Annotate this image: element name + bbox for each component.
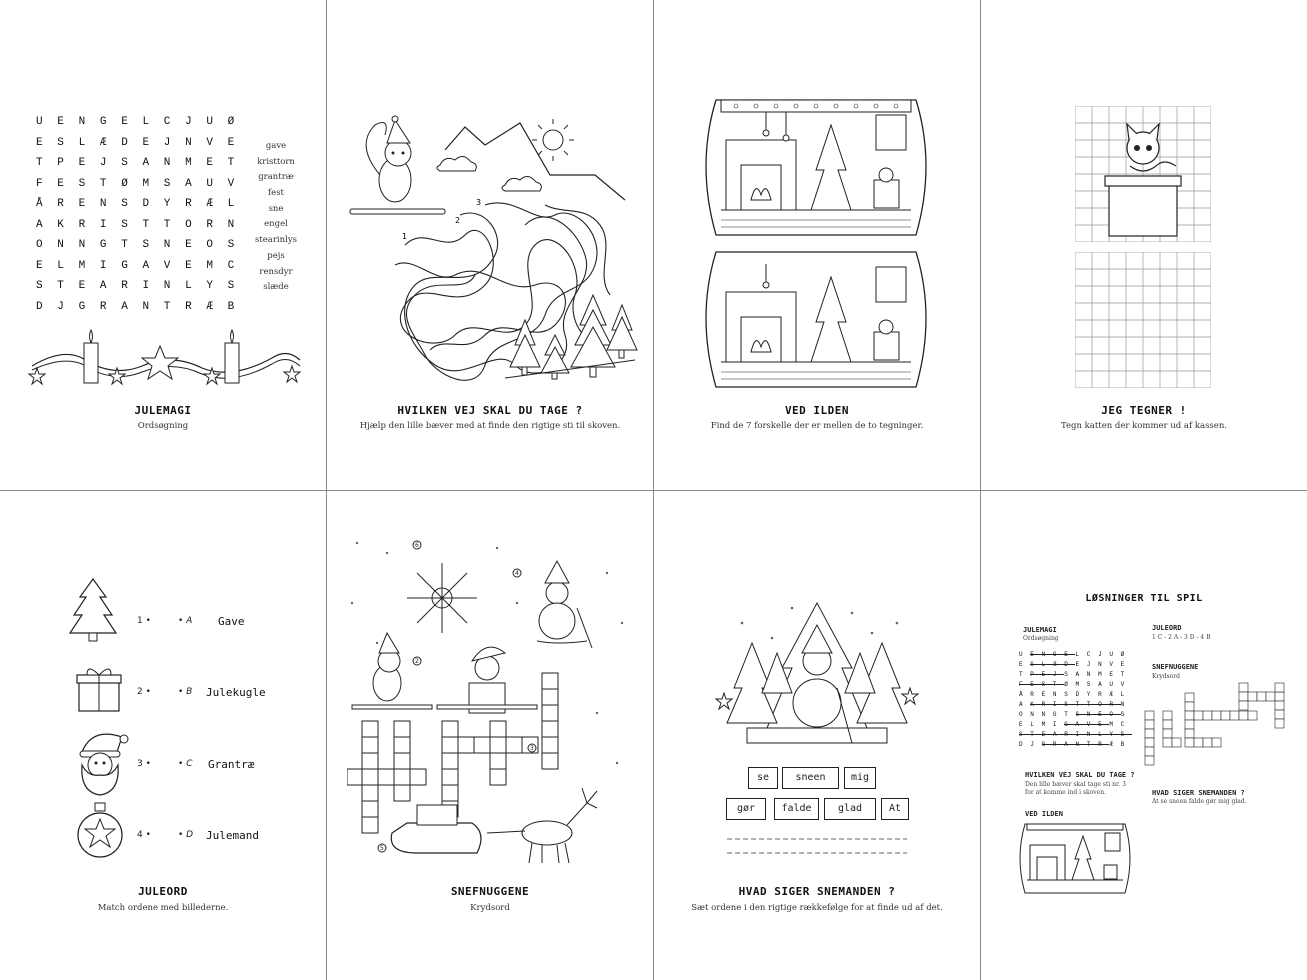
snowman-scene [712,593,922,763]
solution-wordsearch-cell: M [1109,720,1113,728]
answer-lines[interactable] [727,831,907,861]
crossword-clue-number: 3 [530,745,534,752]
panel-subtitle: Find de 7 forskelle der er mellen de to tegninger. [710,421,924,431]
wordsearch-cell[interactable]: L [142,116,150,128]
panel-snemanden [654,491,980,980]
wordsearch-cell[interactable]: I [99,218,107,231]
wordsearch-cell[interactable]: I [142,280,150,292]
wordsearch-cell[interactable]: V [206,136,213,149]
match-number[interactable]: 4 • [137,830,151,840]
wordsearch-cell[interactable]: V [163,259,171,272]
wordsearch-cell[interactable]: J [163,136,171,149]
solution-snemand-title: HVAD SIGER SNEMANDEN ? [1152,789,1245,797]
wordsearch-cell[interactable]: T [142,218,150,231]
wordsearch-cell[interactable]: F [36,177,43,190]
cat-drawing-grid-empty[interactable] [1075,252,1211,388]
wordsearch-word: sne [268,203,284,214]
tree-icon [68,575,118,645]
wordsearch-cell[interactable]: G [121,259,128,272]
wordsearch-cell[interactable]: K [57,218,64,231]
panel-title: JULEORD [138,885,188,898]
solution-maze-answer-line2: for at komme ind i skoven. [1025,789,1106,796]
solution-wordsearch-cell: C [1086,650,1091,658]
wordsearch-cell[interactable]: B [227,300,235,313]
cat-drawing-grid-reference [1075,106,1211,242]
wordsearch-word: rensdyr [259,266,293,277]
word-tile[interactable]: falde [774,798,819,820]
solution-wordsearch-cell: A [1098,680,1102,688]
wordsearch-cell[interactable]: C [163,116,171,128]
solution-wordsearch-cell: G [1052,710,1057,718]
wordsearch-cell[interactable]: L [78,136,86,149]
solution-wordsearch-grid [1019,649,1132,749]
solution-wordsearch-cell: E [1075,660,1080,668]
solution-wordsearch-cell: N [1030,710,1034,718]
wordsearch-cell[interactable]: L [227,198,235,210]
wordsearch-word: kristtorn [257,156,295,167]
solution-julemagi-title: JULEMAGI [1023,626,1057,634]
solution-julemagi-subtitle: Ordsøgning [1023,635,1059,642]
wordsearch-cell[interactable]: V [227,177,235,190]
solution-wordsearch-cell: E [1109,670,1113,678]
wordsearch-cell[interactable]: L [185,280,192,292]
solution-wordsearch-cell: I [1052,720,1057,728]
match-letter[interactable]: • D [178,830,194,840]
wordsearch-cell[interactable]: G [78,300,86,313]
solution-wordsearch-cell: V [1120,680,1125,688]
solution-wordsearch-cell: S [1120,710,1125,718]
crossword-illustration[interactable] [347,533,637,873]
solution-wordsearch-cell: M [1098,670,1102,678]
wordsearch-row [36,178,249,199]
match-number[interactable]: 1 • [137,616,151,626]
snowflake-icon [407,563,477,633]
wordsearch-cell[interactable]: S [163,177,171,190]
wordsearch-row [36,157,249,178]
wordsearch-cell[interactable]: R [99,300,107,313]
wordsearch-cell[interactable]: Æ [99,136,107,149]
solution-snemand-answer: At se sneen falde gør mig glad. [1152,798,1247,805]
solution-wordsearch-cell: S [1064,690,1068,698]
wordsearch-cell[interactable]: N [227,218,235,231]
wordsearch-cell[interactable]: O [185,218,192,231]
fireplace-scene-top[interactable] [696,95,936,240]
wordsearch-cell[interactable]: E [78,280,86,292]
solution-wordsearch-cell: N [1052,690,1057,698]
word-tile[interactable]: gør [726,798,766,820]
panel-subtitle: Tegn katten der kommer ud af kassen. [1060,421,1227,431]
solution-wordsearch-cell: U [1109,650,1113,658]
wordsearch-cell[interactable]: G [99,239,107,251]
wordsearch-cell[interactable]: O [206,239,213,251]
wordsearch-cell[interactable]: S [121,218,128,231]
wordsearch-cell[interactable]: S [57,136,64,149]
solution-wordsearch-cell: L [1030,720,1034,728]
solution-maze-title: HVILKEN VEJ SKAL DU TAGE ? [1025,771,1135,779]
solution-wordsearch-cell: Æ [1109,690,1113,698]
solution-wordsearch-cell: Æ [1109,740,1113,748]
wordsearch-cell[interactable]: U [206,116,213,128]
match-word[interactable]: Julemand [206,829,259,842]
panel-maze [327,0,653,490]
wordsearch-cell[interactable]: Æ [206,198,213,210]
wordsearch-cell[interactable]: T [99,177,107,190]
maze-illustration[interactable] [335,105,645,395]
word-tile[interactable]: At [881,798,909,820]
wordsearch-word: fest [268,188,284,199]
panel-ved-ilden [654,0,980,490]
wordsearch-cell[interactable]: T [163,300,171,313]
wordsearch-cell[interactable]: A [99,280,107,292]
candle-garland-icon [22,328,322,398]
solution-wordsearch-cell: J [1098,650,1102,658]
wordsearch-word: gave [265,141,287,151]
solution-wordsearch-cell: T [1120,670,1125,678]
panel-solutions [981,491,1307,980]
solution-wordsearch-cell: N [1086,670,1091,678]
wordsearch-cell[interactable]: P [57,157,64,169]
solutions-title: LØSNINGER TIL SPIL [1085,593,1203,604]
wordsearch-cell[interactable]: M [78,259,86,272]
solution-wordsearch-cell: R [1030,690,1034,698]
solution-wordsearch-cell: N [1098,660,1102,668]
solution-strike-line [1019,734,1132,735]
wordsearch-cell[interactable]: R [206,218,213,231]
wordsearch-cell[interactable]: R [57,198,64,210]
solution-strike-line [1042,744,1110,745]
wordsearch-word: engel [264,219,288,230]
wordsearch-cell[interactable]: N [163,280,171,292]
wordsearch-cell[interactable]: M [142,177,150,190]
solution-wordsearch-cell: N [1120,700,1125,708]
wordsearch-cell[interactable]: E [185,259,192,272]
wordsearch-cell[interactable]: A [185,177,192,190]
wordsearch-cell[interactable]: G [99,116,107,128]
solution-wordsearch-cell: A [1019,700,1023,708]
solution-strike-line [1076,714,1121,715]
solution-snefnuggene-title: SNEFNUGGENE [1152,663,1199,671]
wordsearch-cell[interactable]: S [121,198,128,210]
wordsearch-cell[interactable]: M [185,157,192,169]
panel-julemagi [0,0,326,490]
wordsearch-cell[interactable]: R [121,280,128,292]
wordsearch-cell[interactable]: N [78,239,86,251]
wordsearch-cell[interactable]: Ø [121,177,128,190]
wordsearch-cell[interactable]: I [99,259,107,272]
wordsearch-cell[interactable]: S [121,157,128,169]
wordsearch-cell[interactable]: Y [206,280,213,292]
match-number[interactable]: 3 • [137,759,151,769]
wordsearch-cell[interactable]: S [227,280,235,292]
wordsearch-cell[interactable]: U [206,177,213,190]
wordsearch-cell[interactable]: E [121,116,128,128]
maze-path-2-label: 2 [455,216,461,225]
wordsearch-row [36,198,249,219]
solution-wordsearch-cell: E [1120,660,1125,668]
match-letter[interactable]: • C [178,759,193,769]
wordsearch-cell[interactable]: S [78,177,86,190]
wordsearch-cell[interactable]: A [142,157,150,169]
crossword-clue-number: 5 [380,845,384,852]
solution-wordsearch-cell: U [1109,680,1113,688]
wordsearch-cell[interactable]: E [185,239,192,251]
wordsearch-row [36,137,249,158]
word-tile[interactable]: se [748,767,778,789]
solution-fireplace-scene [1015,821,1135,896]
solution-strike-line [1064,724,1109,725]
wordsearch-cell[interactable]: S [36,280,43,292]
panel-title: JEG TEGNER ! [1101,404,1187,417]
solution-wordsearch-cell: S [1086,680,1091,688]
solution-wordsearch-cell: J [1086,660,1091,668]
word-tile[interactable]: sneen [782,767,839,789]
panel-title: HVILKEN VEJ SKAL DU TAGE ? [397,404,583,417]
solution-wordsearch-cell: Y [1086,690,1091,698]
solution-wordsearch-cell: S [1064,670,1068,678]
panel-subtitle: Match ordene med billederne. [97,903,229,913]
solution-maze-answer-line1: Den lille bæver skal tage sti nr. 3 [1025,781,1126,788]
match-word[interactable]: Julekugle [206,686,266,699]
wordsearch-row [36,280,249,301]
wordsearch-word-list [250,141,302,298]
wordsearch-cell[interactable]: T [57,280,64,292]
gift-icon [75,665,125,715]
panel-subtitle: Hjælp den lille bæver med at finde den rigtige sti til skoven. [359,421,621,431]
wordsearch-cell[interactable]: D [121,136,128,149]
wordsearch-cell[interactable]: N [78,116,86,128]
wordsearch-cell[interactable]: A [142,259,150,272]
wordsearch-cell[interactable]: N [185,136,192,149]
panel-jeg-tegner [981,0,1307,490]
panel-title: VED ILDEN [784,404,850,417]
wordsearch-cell[interactable]: M [206,259,213,272]
wordsearch-grid[interactable] [36,116,249,321]
wordsearch-cell[interactable]: N [163,157,171,169]
panel-juleord [0,491,326,980]
wordsearch-cell[interactable]: N [57,239,64,251]
solution-wordsearch-cell: Ø [1120,650,1125,658]
wordsearch-cell[interactable]: R [185,198,192,210]
fireplace-scene-bottom[interactable] [696,247,936,392]
solution-wordsearch-cell: T [1019,670,1023,678]
match-number[interactable]: 2 • [137,687,151,697]
match-letter[interactable]: • B [178,687,193,697]
wordsearch-row [36,239,249,260]
wordsearch-row [36,116,249,137]
wordsearch-word: pejs [267,250,285,261]
match-word[interactable]: Grantræ [208,758,255,771]
maze-path-1-label: 1 [402,232,408,241]
wordsearch-row [36,301,249,322]
wordsearch-cell[interactable]: T [121,239,128,251]
solution-wordsearch-cell: E [1019,720,1023,728]
wordsearch-cell[interactable]: Å [36,198,43,210]
solution-wordsearch-cell: M [1075,680,1080,688]
solution-wordsearch-cell: C [1120,720,1125,728]
wordsearch-cell[interactable]: A [121,300,128,313]
wordsearch-row [36,219,249,240]
panel-snefnuggene [327,491,653,980]
panel-subtitle: Sæt ordene i den rigtige rækkefølge for at finde ud af det. [691,903,943,913]
wordsearch-word: stearinlys [254,235,297,246]
wordsearch-word: grantræ [258,172,294,183]
wordsearch-cell[interactable]: A [36,218,43,231]
solution-wordsearch-cell: E [1019,660,1023,668]
wordsearch-cell[interactable]: D [142,198,150,210]
wordsearch-word: slæde [263,282,289,293]
wordsearch-cell[interactable]: E [78,157,86,169]
solution-wordsearch-cell: D [1019,740,1023,748]
solution-wordsearch-cell: J [1030,740,1034,748]
wordsearch-cell[interactable]: E [57,177,64,190]
wordsearch-cell[interactable]: L [57,259,64,272]
wordsearch-cell[interactable]: T [227,157,235,169]
wordsearch-cell[interactable]: E [142,136,150,149]
panel-title: SNEFNUGGENE [450,885,530,898]
wordsearch-cell[interactable]: N [163,239,171,251]
wordsearch-row [36,260,249,281]
panel-subtitle: Krydsord [470,903,510,913]
wordsearch-cell[interactable]: T [36,157,43,169]
solution-wordsearch-cell: E [1041,690,1046,698]
wordsearch-cell[interactable]: E [78,198,86,210]
ornament-icon [75,801,125,861]
match-letter[interactable]: • A [178,616,193,626]
wordsearch-cell[interactable]: C [227,259,235,272]
santa-icon [72,727,132,797]
crossword-clue-number: 2 [415,658,419,665]
solution-strike-line [1019,684,1064,685]
wordsearch-cell[interactable]: R [78,218,86,231]
wordsearch-cell[interactable]: E [206,157,213,169]
wordsearch-cell[interactable]: S [227,239,235,251]
wordsearch-cell[interactable]: Y [163,198,171,210]
solution-wordsearch-cell: Ø [1064,680,1068,688]
solution-strike-line [1030,664,1075,665]
wordsearch-cell[interactable]: N [99,198,107,210]
solution-wordsearch-cell: B [1120,740,1125,748]
solution-wordsearch-cell: A [1075,670,1080,678]
solution-ilden-title: VED ILDEN [1025,810,1063,818]
wordsearch-cell[interactable]: O [36,239,43,251]
solution-wordsearch-cell: L [1120,690,1125,698]
panel-title: JULEMAGI [134,404,192,417]
solution-wordsearch-row [1019,689,1132,699]
solution-crossword [1143,681,1293,771]
wordsearch-cell[interactable]: R [185,300,192,313]
solution-wordsearch-cell: Å [1019,690,1023,698]
panel-subtitle: Ordsøgning [137,421,189,431]
wordsearch-cell[interactable]: J [57,300,64,313]
wordsearch-cell[interactable]: J [185,116,192,128]
word-tile[interactable]: mig [844,767,876,789]
wordsearch-cell[interactable]: D [36,300,43,313]
wordsearch-cell[interactable]: E [36,136,43,149]
solution-strike-line [1030,674,1064,675]
crossword-clue-number: 6 [415,542,419,549]
solution-wordsearch-cell: T [1064,710,1068,718]
wordsearch-cell[interactable]: E [57,116,64,128]
solution-wordsearch-cell: U [1019,650,1023,658]
solution-wordsearch-cell: N [1041,710,1046,718]
wordsearch-cell[interactable]: S [142,239,150,251]
solution-wordsearch-cell: O [1019,710,1023,718]
wordsearch-cell[interactable]: U [36,116,43,128]
solution-wordsearch-cell: L [1075,650,1080,658]
solution-juleord-answer: 1 C - 2 A - 3 D - 4 B [1152,634,1211,641]
crossword-clue-number: 4 [515,570,519,577]
wordsearch-cell[interactable]: Ø [227,116,235,128]
wordsearch-cell[interactable]: E [36,259,43,272]
word-tile[interactable]: glad [824,798,876,820]
wordsearch-cell[interactable]: E [227,136,235,149]
solution-strike-line [1030,654,1075,655]
maze-path-3-label: 3 [476,198,482,207]
wordsearch-cell[interactable]: Æ [206,300,213,313]
solution-wordsearch-cell: M [1041,720,1046,728]
match-word[interactable]: Gave [218,615,245,628]
solution-juleord-title: JULEORD [1152,624,1182,632]
solution-strike-line [1030,704,1120,705]
wordsearch-cell[interactable]: T [163,218,171,231]
panel-title: HVAD SIGER SNEMANDEN ? [738,885,896,898]
solution-snefnuggene-subtitle: Krydsord [1152,673,1180,680]
wordsearch-cell[interactable]: N [142,300,150,313]
solution-wordsearch-cell: D [1075,690,1080,698]
solution-wordsearch-cell: V [1109,660,1113,668]
wordsearch-cell[interactable]: J [99,157,107,169]
solution-wordsearch-cell: R [1098,690,1102,698]
